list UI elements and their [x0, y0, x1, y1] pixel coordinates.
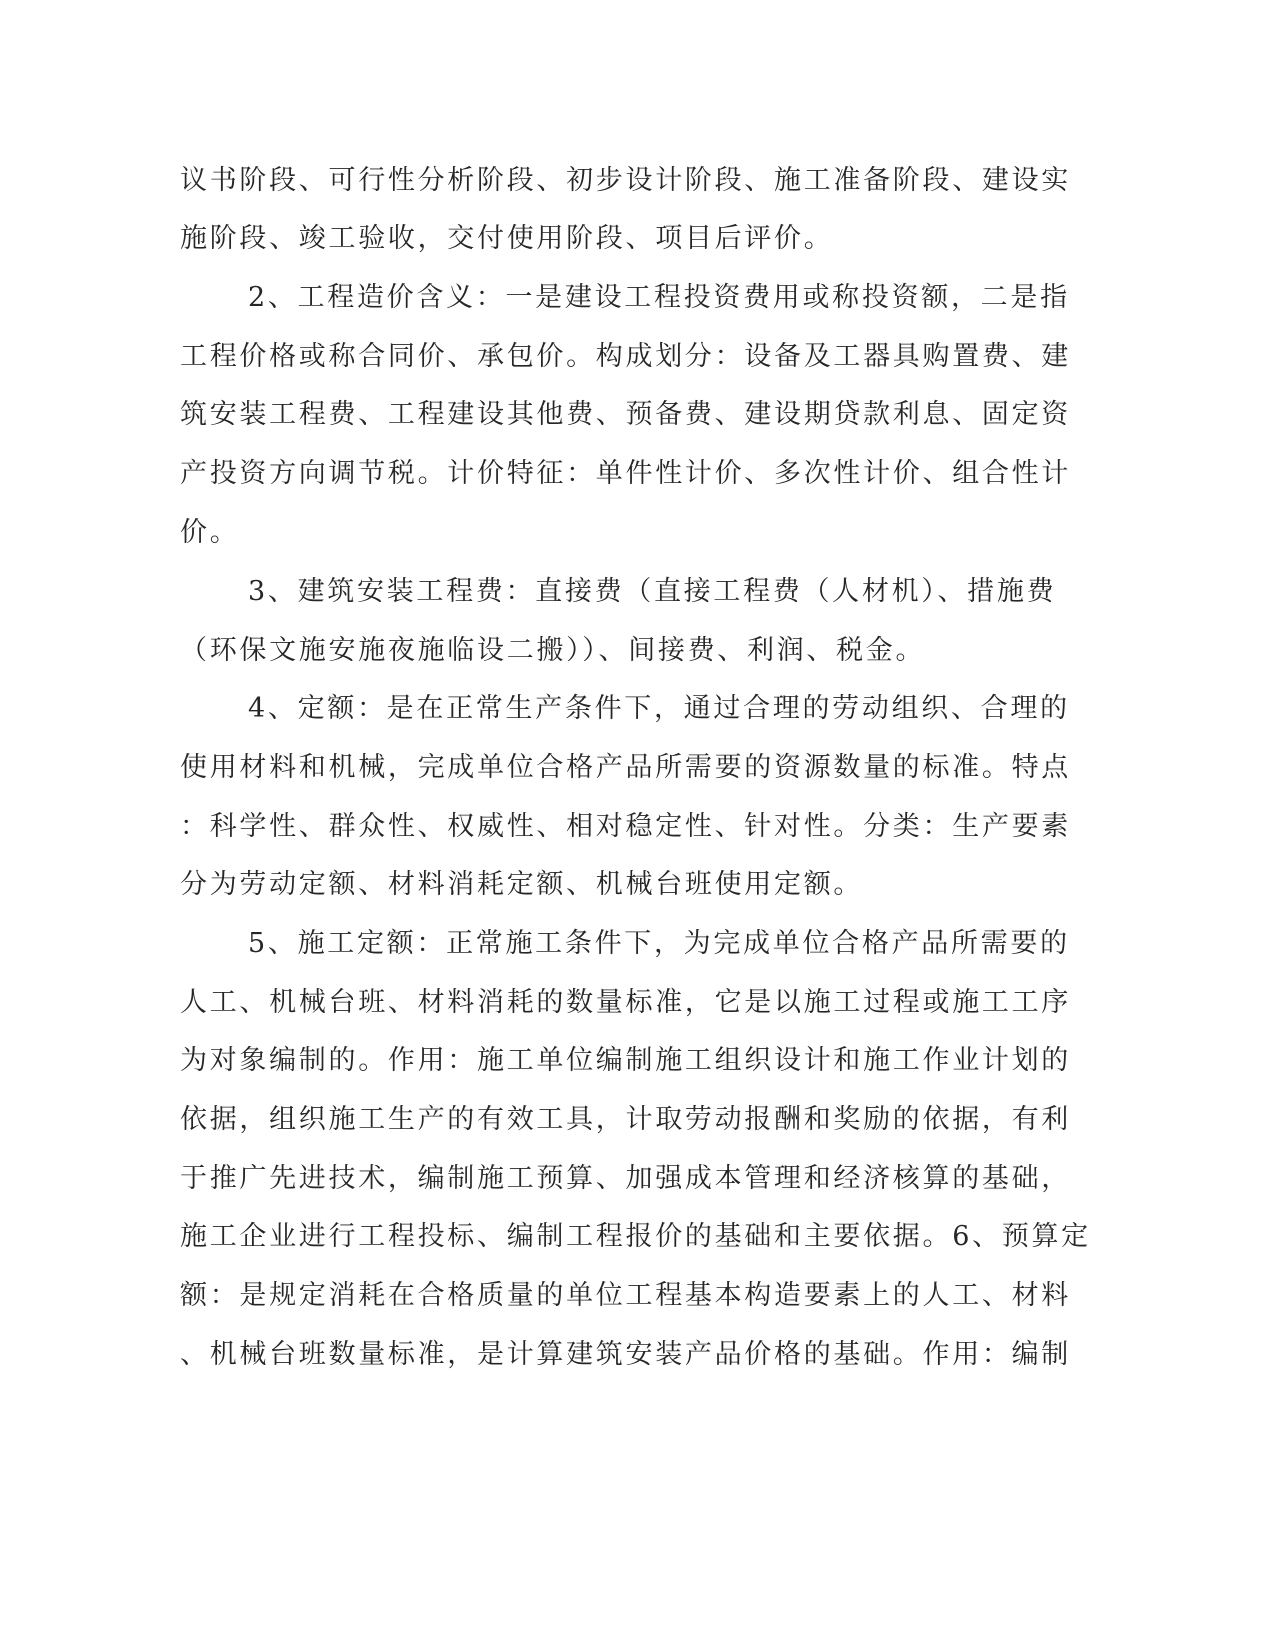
- text-line: 价。: [180, 517, 240, 548]
- text-line: 人工、机械台班、材料消耗的数量标准，它是以施工过程或施工工序: [180, 987, 1071, 1018]
- text-line: 分为劳动定额、材料消耗定额、机械台班使用定额。: [180, 869, 864, 900]
- text-line: 使用材料和机械，完成单位合格产品所需要的资源数量的标准。特点: [180, 752, 1071, 783]
- text-line: （环保文施安施夜施临设二搬））、间接费、利润、税金。: [180, 635, 926, 666]
- text-line: ：科学性、群众性、权威性、相对稳定性、针对性。分类：生产要素: [180, 811, 1071, 842]
- text-line: 依据，组织施工生产的有效工具，计取劳动报酬和奖励的依据，有利: [180, 1104, 1071, 1135]
- text-line: 为对象编制的。作用：施工单位编制施工组织设计和施工作业计划的: [180, 1045, 1071, 1076]
- text-line: 额：是规定消耗在合格质量的单位工程基本构造要素上的人工、材料: [180, 1280, 1071, 1311]
- text-line: 4、定额：是在正常生产条件下，通过合理的劳动组织、合理的: [248, 693, 1070, 724]
- text-line: 施阶段、竣工验收，交付使用阶段、项目后评价。: [180, 223, 834, 254]
- text-line: 产投资方向调节税。计价特征：单件性计价、多次性计价、组合性计: [180, 458, 1071, 489]
- text-line: 工程价格或称合同价、承包价。构成划分：设备及工器具购置费、建: [180, 341, 1071, 372]
- text-line: 、机械台班数量标准，是计算建筑安装产品价格的基础。作用：编制: [180, 1339, 1071, 1370]
- text-line: 施工企业进行工程投标、编制工程报价的基础和主要依据。6、预算定: [180, 1221, 1091, 1252]
- text-line: 筑安装工程费、工程建设其他费、预备费、建设期贷款利息、固定资: [180, 399, 1071, 430]
- text-line: 3、建筑安装工程费：直接费（直接工程费（人材机）、措施费: [248, 576, 1057, 607]
- text-line: 于推广先进技术，编制施工预算、加强成本管理和经济核算的基础，: [180, 1163, 1071, 1194]
- text-line: 议书阶段、可行性分析阶段、初步设计阶段、施工准备阶段、建设实: [180, 165, 1071, 196]
- text-line: 5、施工定额：正常施工条件下，为完成单位合格产品所需要的: [248, 928, 1070, 959]
- text-line: 2、工程造价含义：一是建设工程投资费用或称投资额，二是指: [248, 282, 1070, 313]
